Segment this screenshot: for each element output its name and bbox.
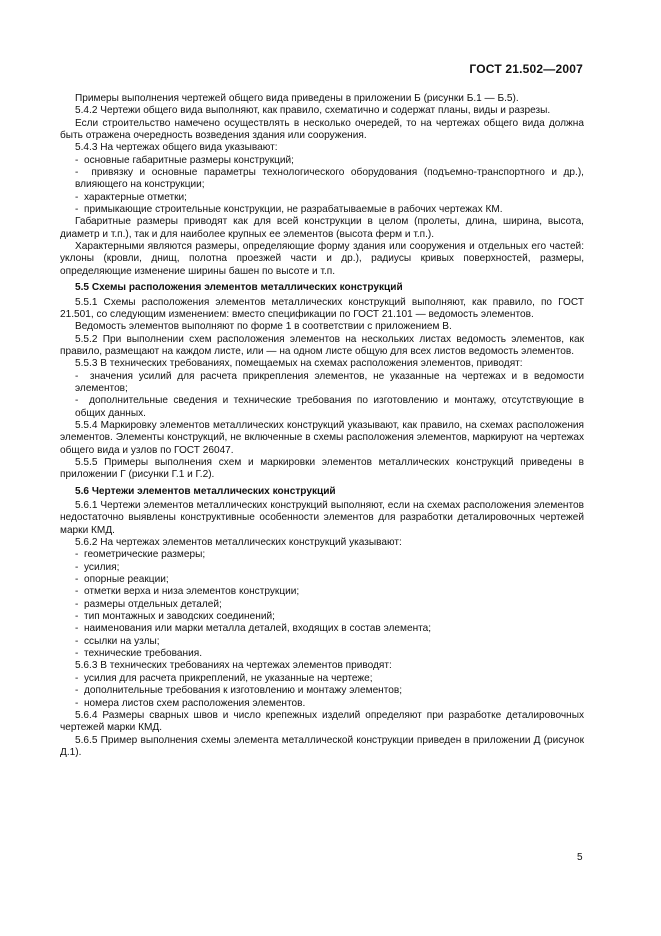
list-item: - характерные отметки;	[60, 192, 584, 204]
paragraph: 5.5.3 В технических требованиях, помещаемых на схемах расположения элементов, приводят:	[75, 358, 523, 370]
list-item: - значения усилий для расчета прикрепления элементов, не указанные на чертежах и в ведомости элементов;	[60, 371, 584, 396]
page-number: 5	[577, 852, 583, 863]
paragraph: 5.5.1 Схемы расположения элементов металлических конструкций выполняют, как правило, по ГОСТ 21.501, со следующим изменением: вместо спецификации по ГОСТ 21.101 — ведомость элементов.	[60, 296, 584, 320]
paragraph: 5.4.2 Чертежи общего вида выполняют, как правило, схематично и содержат планы, виды и разрезы.	[75, 105, 551, 117]
list-item: - опорные реакции;	[60, 574, 584, 586]
list-item: - тип монтажных и заводских соединений;	[60, 611, 584, 623]
paragraph: 5.5.2 При выполнении схем расположения элементов на нескольких листах ведомость элементов, как правило, размещают на каждом листе, или — на одном листе общую для всех листов ведомость элементов.	[60, 333, 584, 357]
paragraph: Если строительство намечено осуществлять в несколько очередей, то на чертежах общего вида должна быть отражена очередность возведения здания или сооружения.	[60, 117, 584, 142]
document-body	[60, 93, 584, 759]
paragraph: Ведомость элементов выполняют по форме 1 в соответствии с приложением В.	[75, 321, 452, 333]
paragraph: 5.6.5 Пример выполнения схемы элемента металлической конструкции приведен в приложении Д (рисунок Д.1).	[60, 734, 584, 758]
list-item: - отметки верха и низа элементов конструкции;	[60, 586, 584, 598]
paragraph: 5.6.2 На чертежах элементов металлических конструкций указывают:	[75, 537, 402, 549]
list-item: - геометрические размеры;	[60, 549, 584, 561]
list-item: - номера листов схем расположения элементов.	[60, 698, 584, 710]
list-item: - усилия;	[60, 562, 584, 574]
list-item: - дополнительные сведения и технические требования по изготовлению и монтажу, отсутствующие в общих данных.	[60, 395, 584, 420]
list-item: - основные габаритные размеры конструкций;	[60, 155, 584, 167]
paragraph: Габаритные размеры приводят как для всей конструкции в целом (пролеты, длина, ширина, высота, диаметр и т.п.), так и для наиболее крупных ее элементов (высота ферм и т.п.).	[60, 216, 584, 240]
list-item: - технические требования.	[60, 648, 584, 660]
paragraph: 5.6.3 В технических требованиях на чертежах элементов приводят:	[75, 660, 392, 672]
list-item: - размеры отдельных деталей;	[60, 599, 584, 611]
paragraph: 5.5.4 Маркировку элементов металлических конструкций указывают, как правило, на схемах расположения элементов. Элементы конструкций, не включенные в схемы расположения элементов, маркируют на чертежах общего вида и узлов по ГОСТ 26047.	[60, 419, 584, 456]
list-item: - дополнительные требования к изготовлению и монтажу элементов;	[60, 685, 584, 697]
paragraph: Примеры выполнения чертежей общего вида приведены в приложении Б (рисунки Б.1 — Б.5).	[75, 93, 519, 104]
paragraph: 5.4.3 На чертежах общего вида указывают:	[75, 142, 278, 154]
paragraph: 5.5.5 Примеры выполнения схем и маркировки элементов металлических конструкций приведены в приложении Г (рисунки Г.1 и Г.2).	[60, 456, 584, 481]
paragraph: Характерными являются размеры, определяющие форму здания или сооружения и отдельных его частей: уклоны (кровли, днищ, полотна проезжей части и др.), радиусы кривых поверхностей, размеры, определяющие изменение ширины башен по высоте и т.п.	[60, 241, 584, 277]
list-item: - усилия для расчета прикреплений, не указанные на чертеже;	[60, 673, 584, 685]
list-item: - ссылки на узлы;	[60, 636, 584, 648]
list-item: - наименования или марки металла деталей, входящих в состав элемента;	[60, 623, 584, 635]
paragraph: 5.6.1 Чертежи элементов металлических конструкций выполняют, если на схемах расположения элементов недостаточно выявлены конструктивные особенности элементов для разработки деталировочных чертежей марки КМД.	[60, 500, 584, 536]
list-item: - примыкающие строительные конструкции, не разрабатываемые в рабочих чертежах КМ.	[60, 204, 584, 216]
standard-header: ГОСТ 21.502—2007	[469, 62, 583, 76]
paragraph: 5.6.4 Размеры сварных швов и число крепежных изделий определяют при разработке деталировочных чертежей марки КМД.	[60, 709, 584, 734]
section-heading: 5.5 Схемы расположения элементов металлических конструкций	[75, 282, 403, 294]
list-item: - привязку и основные параметры технологического оборудования (подъемно-транспортного и др.), влияющего на конструкции;	[60, 167, 584, 192]
section-heading: 5.6 Чертежи элементов металлических конструкций	[75, 485, 336, 497]
